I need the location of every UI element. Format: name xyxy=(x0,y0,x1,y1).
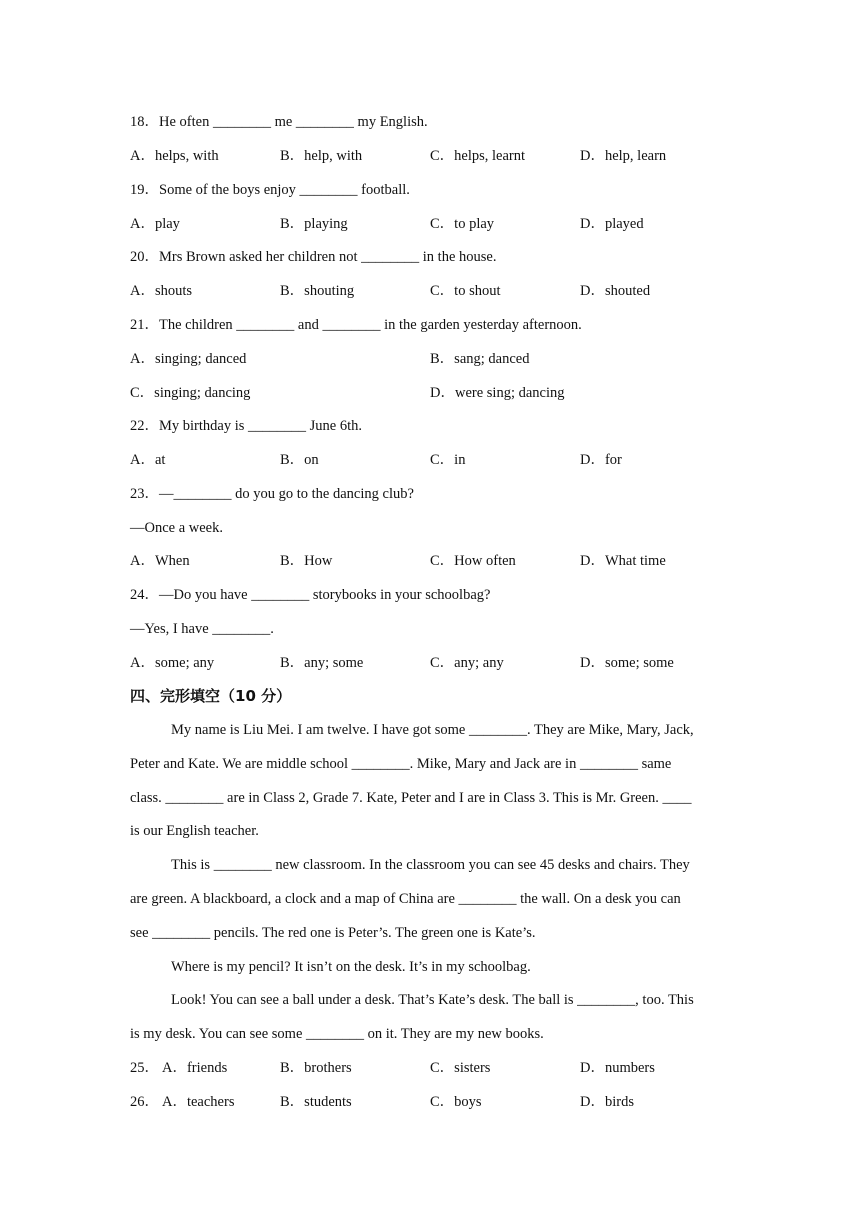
question-24-option-d: D．some; some xyxy=(580,655,674,671)
question-18-stem: 18．He often ________ me ________ my English. xyxy=(130,114,428,130)
question-19-option-c: C．to play xyxy=(430,216,495,232)
question-25-option-c: C．sisters xyxy=(430,1060,491,1076)
question-24-answer-line: —Yes, I have ________. xyxy=(130,621,274,637)
question-22-option-a: A．at xyxy=(130,452,166,468)
question-19-option-d: D．played xyxy=(580,216,644,232)
question-26-option-a: A．teachers xyxy=(162,1094,235,1110)
question-25-number: 25． xyxy=(130,1060,159,1076)
section-heading: 四、完形填空（10 分） xyxy=(130,687,292,705)
question-18-option-b: B．help, with xyxy=(280,148,363,164)
question-25-option-a: A．friends xyxy=(162,1060,228,1076)
question-24-stem: 24．—Do you have ________ storybooks in your schoolbag? xyxy=(130,587,491,603)
passage-line: Look! You can see a ball under a desk. That’s Kate’s desk. The ball is ________, too. This xyxy=(171,992,694,1008)
question-19-stem: 19．Some of the boys enjoy ________ football. xyxy=(130,182,410,198)
question-26-option-d: D．birds xyxy=(580,1094,634,1110)
passage-line: class. ________ are in Class 2, Grade 7. Kate, Peter and I are in Class 3. This is Mr. Green. ____ xyxy=(130,790,692,806)
question-23-option-d: D．What time xyxy=(580,553,666,569)
question-20-option-a: A．shouts xyxy=(130,283,193,299)
question-24-option-c: C．any; any xyxy=(430,655,504,671)
question-23-option-b: B．How xyxy=(280,553,333,569)
question-19-option-a: A．play xyxy=(130,216,180,232)
question-21-option-a: A．singing; danced xyxy=(130,351,247,367)
question-20-stem: 20．Mrs Brown asked her children not ________ in the house. xyxy=(130,249,497,265)
question-23-option-c: C．How often xyxy=(430,553,516,569)
question-20-option-d: D．shouted xyxy=(580,283,651,299)
passage-line: Where is my pencil? It isn’t on the desk. It’s in my schoolbag. xyxy=(171,959,531,975)
passage-line: see ________ pencils. The red one is Peter’s. The green one is Kate’s. xyxy=(130,925,536,941)
question-23-answer-line: —Once a week. xyxy=(130,520,223,536)
question-22-stem: 22．My birthday is ________ June 6th. xyxy=(130,418,362,434)
question-21-option-b: B．sang; danced xyxy=(430,351,530,367)
question-19-option-b: B．playing xyxy=(280,216,348,232)
question-22-option-b: B．on xyxy=(280,452,319,468)
question-25-option-b: B．brothers xyxy=(280,1060,352,1076)
passage-line: My name is Liu Mei. I am twelve. I have got some ________. They are Mike, Mary, Jack, xyxy=(171,722,694,738)
question-21-option-d: D．were sing; dancing xyxy=(430,385,565,401)
passage-line: is my desk. You can see some ________ on it. They are my new books. xyxy=(130,1026,544,1042)
question-22-option-d: D．for xyxy=(580,452,622,468)
passage-line: This is ________ new classroom. In the classroom you can see 45 desks and chairs. They xyxy=(171,857,690,873)
question-18-option-c: C．helps, learnt xyxy=(430,148,526,164)
question-24-option-a: A．some; any xyxy=(130,655,215,671)
question-23-option-a: A．When xyxy=(130,553,190,569)
question-26-option-c: C．boys xyxy=(430,1094,482,1110)
passage-line: Peter and Kate. We are middle school ________. Mike, Mary and Jack are in ________ same xyxy=(130,756,672,772)
question-26-option-b: B．students xyxy=(280,1094,352,1110)
passage-line: is our English teacher. xyxy=(130,823,259,839)
question-22-option-c: C．in xyxy=(430,452,466,468)
question-25-option-d: D．numbers xyxy=(580,1060,655,1076)
question-21-stem: 21．The children ________ and ________ in the garden yesterday afternoon. xyxy=(130,317,582,333)
question-20-option-b: B．shouting xyxy=(280,283,355,299)
question-18-option-a: A．helps, with xyxy=(130,148,219,164)
question-23-stem: 23．—________ do you go to the dancing club? xyxy=(130,486,414,502)
passage-line: are green. A blackboard, a clock and a map of China are ________ the wall. On a desk you can xyxy=(130,891,681,907)
question-26-number: 26． xyxy=(130,1094,159,1110)
question-24-option-b: B．any; some xyxy=(280,655,364,671)
question-20-option-c: C．to shout xyxy=(430,283,501,299)
question-18-option-d: D．help, learn xyxy=(580,148,667,164)
question-21-option-c: C．singing; dancing xyxy=(130,385,251,401)
